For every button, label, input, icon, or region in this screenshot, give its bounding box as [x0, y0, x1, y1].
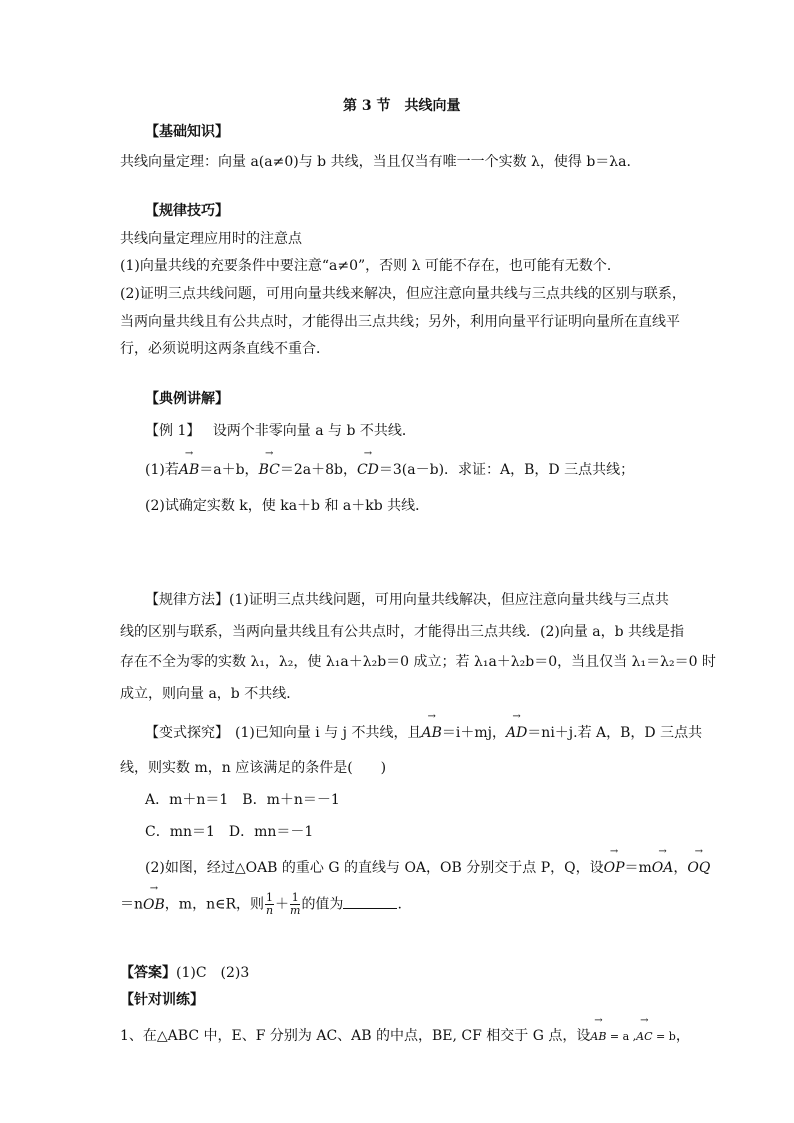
q2-text-b: ＝m	[624, 860, 652, 876]
q1-ab-value: ＝a＋b，	[199, 462, 259, 478]
vector-op: → OP	[604, 858, 625, 878]
example1-intro: 设两个非零向量 a 与 b 不共线．	[212, 423, 416, 439]
vector-oq: → OQ	[687, 858, 710, 878]
vector-ob: → OB	[143, 895, 165, 915]
section-heading-training: 【针对训练】	[120, 992, 204, 1008]
variant-text-1a: (1)已知向量 i 与 j 不共线，且	[235, 725, 422, 741]
q2-end: .	[397, 896, 402, 913]
fraction-numerator: 1	[291, 891, 299, 904]
q1-cd-value: ＝3(a－b)．求证：A，B，D 三点共线；	[378, 462, 635, 478]
method-line-4: 成立，则向量 a，b 不共线．	[120, 686, 301, 702]
page-title: 第 3 节 共线向量	[343, 98, 461, 114]
method-line-3: 存在不全为零的实数 λ₁，λ₂，使 λ₁a＋λ₂b＝0 成立；若 λ₁a＋λ₂b＝0，当且仅当 λ₁＝λ₂＝0 时	[120, 654, 716, 670]
variant-label: 【变式探究】	[145, 725, 229, 741]
vector-ab: → AB	[590, 1027, 606, 1047]
rules-line-1: 共线向量定理应用时的注意点	[120, 231, 302, 247]
eq-a: = a ,	[606, 1030, 637, 1043]
fraction-1-over-n	[265, 892, 274, 917]
vector-ab: → AB	[179, 460, 199, 480]
vector-ab: → AB	[421, 723, 441, 743]
vector-ad: → AD	[506, 723, 527, 743]
training1-vectors	[590, 1030, 675, 1043]
variant-options-cd: C．mn＝1 D．mn＝－1	[145, 824, 314, 840]
vector-bc: → BC	[259, 460, 280, 480]
basic-knowledge-text: 共线向量定理：向量 a(a≠0)与 b 共线，当且仅当有唯一一个实数 λ，使得 b＝λa.	[120, 154, 631, 170]
section-heading-examples: 【典例讲解】	[145, 391, 229, 407]
method-label: 【规律方法】	[145, 592, 229, 608]
answer-blank[interactable]	[343, 894, 397, 909]
q2-text-d: ＝n	[120, 896, 144, 913]
variant-line-1	[145, 723, 702, 743]
fraction-1-over-m	[290, 892, 300, 917]
example1-label: 【例 1】	[145, 423, 201, 439]
training1-text: 1、在△ABC 中，E、F 分别为 AC、AB 的中点，BE, CF 相交于 G 点，设	[120, 1028, 591, 1044]
variant-options-ab: A．m＋n＝1 B．m＋n＝－1	[145, 792, 340, 808]
training1-end: ，	[675, 1028, 690, 1044]
example1-intro-line	[145, 421, 416, 441]
q2-text-a: (2)如图，经过△OAB 的重心 G 的直线与 OA，OB 分别交于点 P，Q，设	[145, 860, 604, 876]
q1-bc-value: ＝2a＋8b，	[279, 462, 357, 478]
fraction-denominator: n	[265, 904, 274, 917]
section-heading-basic: 【基础知识】	[145, 124, 229, 140]
answer-text: (1)C (2)3	[176, 965, 250, 981]
rules-line-2: (1)向量共线的充要条件中要注意“a≠0”，否则 λ 可能不存在，也可能有无数个．	[120, 258, 621, 274]
vector-ac: → AC	[636, 1027, 652, 1047]
method-text-1: (1)证明三点共线问题，可用向量共线解决，但应注意向量共线与三点共	[229, 592, 669, 608]
variant-text-1b: ＝i＋mj，	[441, 725, 506, 741]
answer-line	[120, 963, 249, 983]
q2-text-f: 的值为	[301, 896, 344, 913]
q2-text-c: ，	[673, 860, 688, 876]
rules-line-3: (2)证明三点共线问题，可用向量共线来解决，但应注意向量共线与三点共线的区别与联系，	[120, 286, 686, 302]
fraction-numerator: 1	[266, 891, 273, 904]
eq-b: = b	[652, 1030, 676, 1043]
answer-label: 【答案】	[120, 965, 176, 981]
variant-question-2-line-1	[145, 858, 710, 878]
vector-oa: → OA	[652, 858, 674, 878]
q2-text-e: ，m，n∈R，则	[164, 896, 264, 913]
method-line-2: 线的区别与联系，当两向量共线且有公共点时，才能得出三点共线．(2)向量 a，b 共线是指	[120, 624, 685, 640]
q1-prefix: (1)若	[145, 462, 179, 478]
section-heading-rules: 【规律技巧】	[145, 203, 229, 219]
training-question-1	[120, 1026, 690, 1047]
rules-line-4: 当两向量共线且有公共点时，才能得出三点共线；另外，利用向量平行证明向量所在直线平	[120, 314, 680, 330]
variant-text-1c: ＝ni＋j.若 A，B，D 三点共	[527, 725, 703, 741]
example1-question-1	[145, 460, 634, 480]
fraction-denominator: m	[290, 904, 301, 917]
plus-sign: ＋	[275, 896, 289, 913]
variant-question-2-line-2	[120, 892, 402, 917]
example1-question-2: (2)试确定实数 k，使 ka＋b 和 a＋kb 共线．	[145, 498, 430, 514]
variant-line-2: 线，则实数 m，n 应该满足的条件是( )	[120, 760, 387, 776]
method-line-1	[145, 590, 669, 610]
vector-cd: → CD	[357, 460, 379, 480]
rules-line-5: 行，必须说明这两条直线不重合．	[120, 341, 330, 357]
